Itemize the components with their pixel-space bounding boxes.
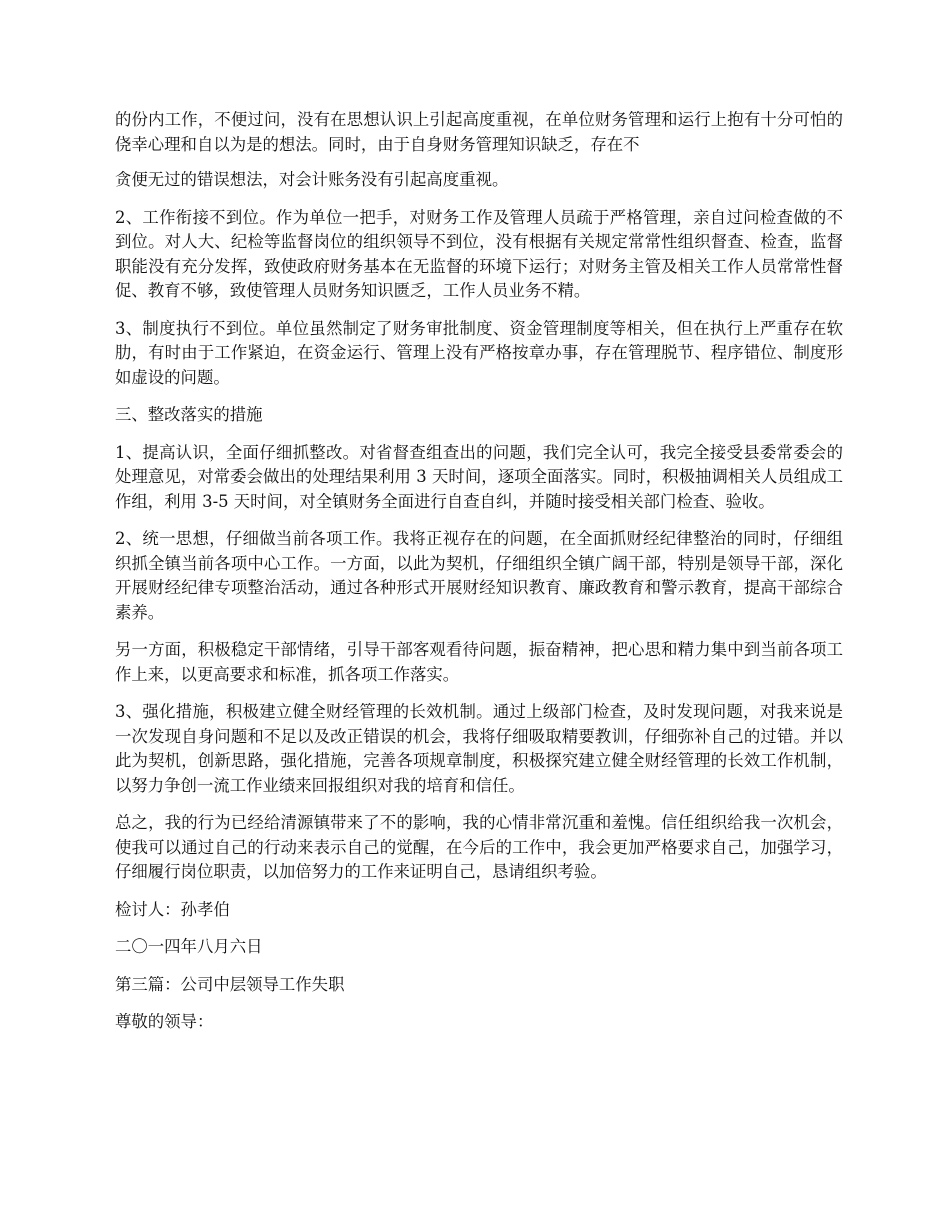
salutation: 尊敬的领导： bbox=[115, 1012, 214, 1031]
paragraph-measure-2: 2、统一思想，仔细做当前各项工作。我将正视存在的问题，在全面抓财经纪律整治的同时，仔细组织抓全镇当前各项中心工作。一方面，以此为契机，仔细组织全镇广阔干部，特别是领导干部，深化开展财经纪律专项整治活动，通过各种形式开展财经知识教育、廉政教育和警示教育，提高干部综合素养。 bbox=[115, 529, 843, 622]
section-heading-rectification: 三、整改落实的措施 bbox=[115, 405, 263, 424]
paragraph-item-3-system-execution: 3、制度执行不到位。单位虽然制定了财务审批制度、资金管理制度等相关，但在执行上严重存在软肋，有时由于工作紧迫，在资金运行、管理上没有严格按章办事，存在管理脱节、程序错位、制度形如虚设的问题。 bbox=[115, 318, 843, 387]
paragraph-continuation: 的份内工作，不便过问，没有在思想认识上引起高度重视，在单位财务管理和运行上抱有十分可怕的侥幸心理和自以为是的想法。同时，由于自身财务管理知识缺乏，存在不 bbox=[115, 110, 843, 154]
paragraph-conclusion: 总之，我的行为已经给清源镇带来了不的影响，我的心情非常沉重和羞愧。信任组织给我一次机会，使我可以通过自己的行动来表示自己的觉醒，在今后的工作中，我会更加严格要求自己，加强学习，仔细履行岗位职责，以加倍努力的工作来证明自己，恳请组织考验。 bbox=[115, 813, 843, 881]
document-page bbox=[115, 108, 843, 1048]
signature-line: 检讨人：孙孝伯 bbox=[115, 899, 230, 919]
paragraph-measure-3: 3、强化措施，积极建立健全财经管理的长效机制。通过上级部门检查，及时发现问题，对我来说是一次发现自身问题和不足以及改正错误的机会，我将仔细吸取精要教训，仔细弥补自己的过错。并以此为契机，创新思路，强化措施，完善各项规章制度，积极探究建立健全财经管理的长效工作机制，以努力争创一流工作业绩来回报组织对我的培育和信任。 bbox=[115, 702, 843, 795]
paragraph-measure-2-continued: 另一方面，积极稳定干部情绪，引导干部客观看待问题，振奋精神，把心思和精力集中到当前各项工作上来，以更高要求和标准，抓各项工作落实。 bbox=[115, 640, 843, 684]
date-line: 二〇一四年八月六日 bbox=[115, 937, 263, 956]
paragraph-measure-1: 1、提高认识，全面仔细抓整改。对省督查组查出的问题，我们完全认可，我完全接受县委常委会的处理意见，对常委会做出的处理结果利用 3 天时间，逐项全面落实。同时，积极抽调相关人员组成工作组，利用 3-5 天时间，对全镇财务全面进行自查自纠，并随时接受相关部门检查、验收。 bbox=[115, 442, 843, 511]
paragraph-continuation-end: 贪便无过的错误想法，对会计账务没有引起高度重视。 bbox=[115, 170, 509, 189]
paragraph-item-2-work-connection: 2、工作衔接不到位。作为单位一把手，对财务工作及管理人员疏于严格管理，亲自过问检查做的不到位。对人大、纪检等监督岗位的组织领导不到位，没有根据有关规定常常性组织督查、检查，监督职能没有充分发挥，致使政府财务基本在无监督的环境下运行；对财务主管及相关工作人员常常性督促、教育不够，致使管理人员财务知识匮乏，工作人员业务不精。 bbox=[115, 207, 843, 300]
next-article-title: 第三篇：公司中层领导工作失职 bbox=[115, 974, 345, 994]
